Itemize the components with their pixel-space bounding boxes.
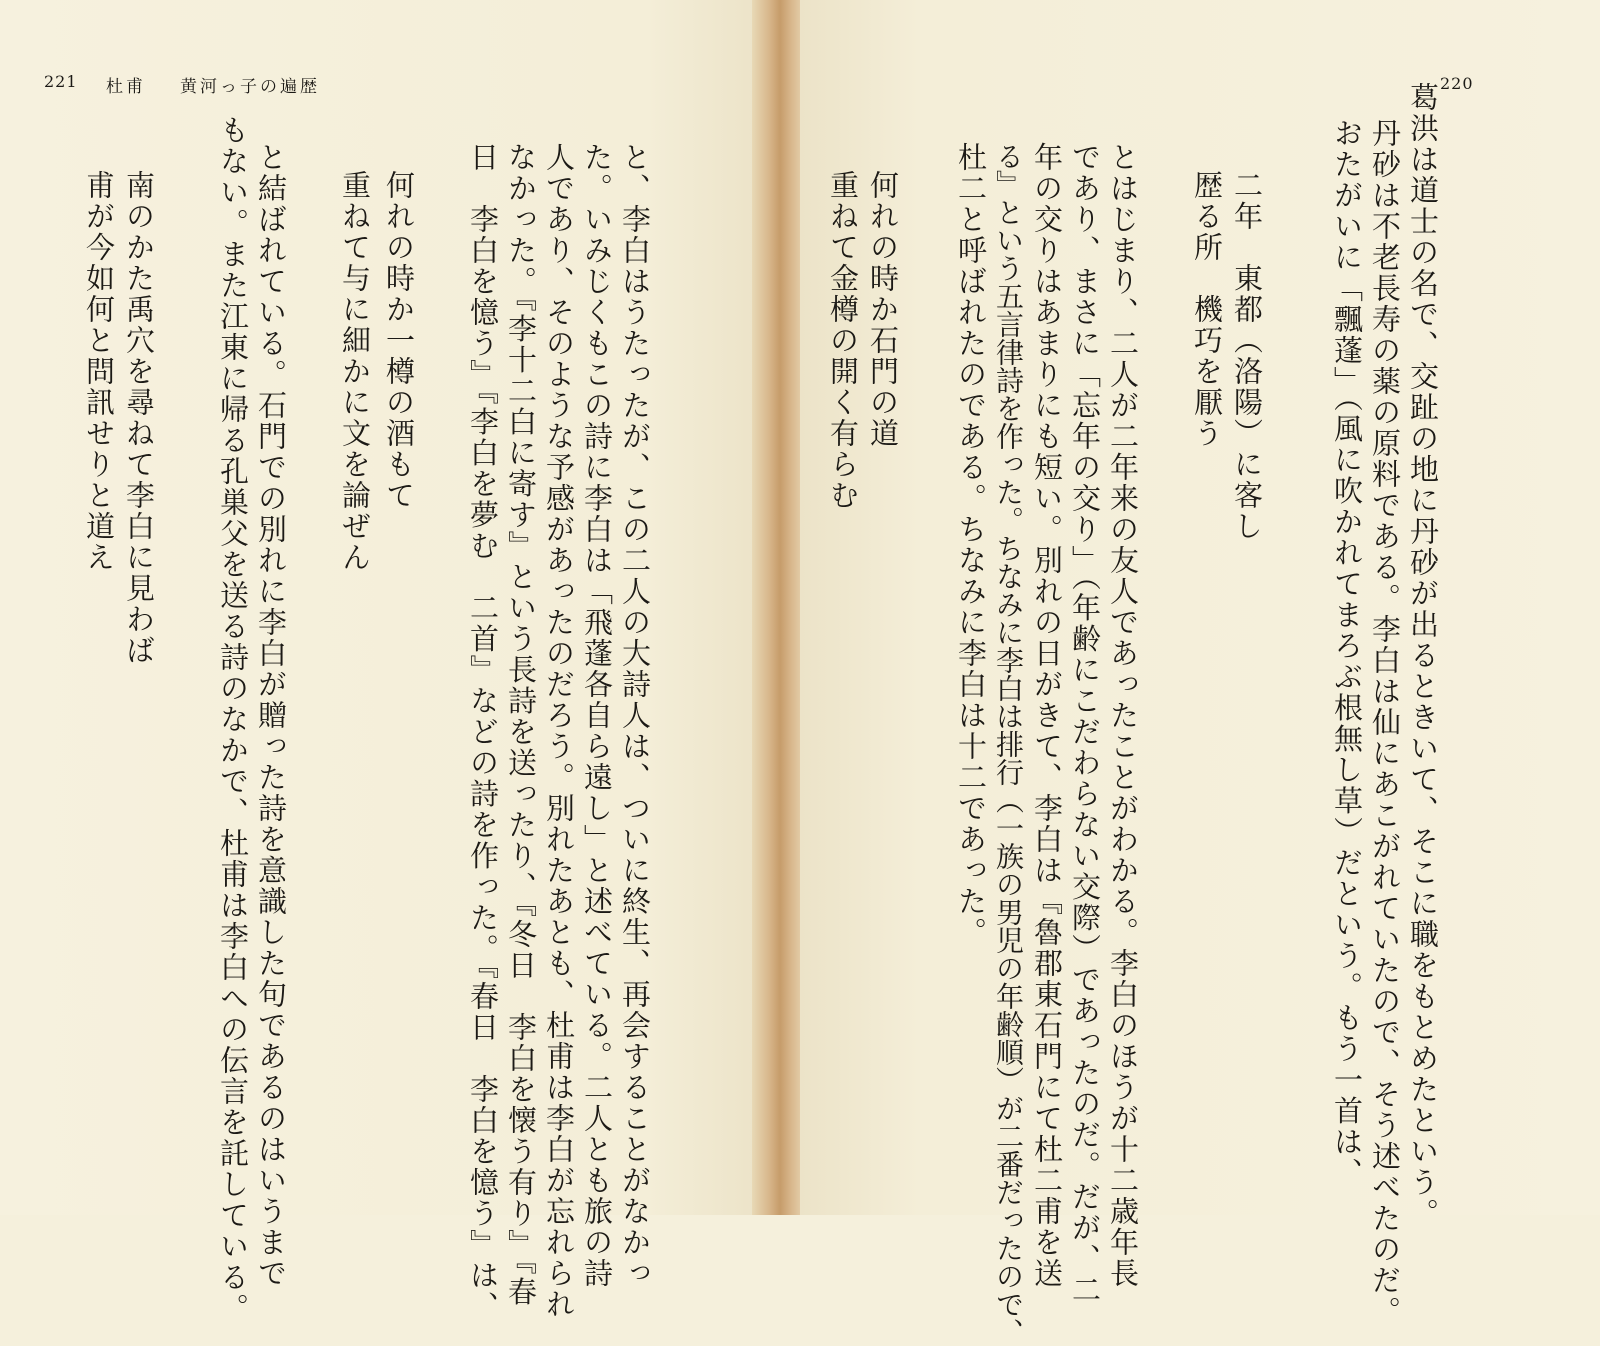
poem-line: 甫が今如何と問訊せりと道え: [82, 170, 116, 573]
text-column: であり、まさに「忘年の交り」（年齢にこだわらない交際）であったのだ。だが、二: [1068, 142, 1102, 1306]
page-number-left: 221: [44, 72, 78, 91]
text-column: 葛洪は道士の名で、交趾の地に丹砂が出るときいて、そこに職をもとめたという。: [1406, 82, 1440, 1229]
text-column: とはじまり、二人が二年来の友人であったことがわかる。李白のほうが十二歳年長: [1106, 142, 1140, 1289]
text-column: 年の交りはあまりにも短い。別れの日がきて、李白は『魯郡東石門にて杜二甫を送: [1030, 142, 1064, 1289]
text-column: た。いみじくもこの詩に李白は「飛蓬各自ら遠し」と述べている。二人とも旅の詩: [580, 142, 614, 1289]
text-column: 日 李白を憶う』『李白を夢む 二首』などの詩を作った。『春日 李白を憶う』は、: [466, 142, 500, 1322]
text-column: もない。また江東に帰る孔巣父を送る詩のなかで、杜甫は李白への伝言を託している。: [216, 115, 250, 1324]
header-author: 杜甫: [106, 77, 146, 97]
text-column: おたがいに「飄蓬」（風に吹かれてまろぶ根無し草）だという。もう一首は、: [1330, 118, 1364, 1189]
poem-line: 二年 東都（洛陽）に客し: [1230, 170, 1264, 542]
text-column: 杜二と呼ばれたのである。ちなみに李白は十二であった。: [954, 142, 988, 948]
text-column: 人であり、そのような予感があったのだろう。別れたあとも、杜甫は李白が忘れられ: [542, 142, 576, 1320]
poem-line: 何れの時か一樽の酒もて: [382, 170, 416, 511]
header-title: 黄河っ子の遍歴: [180, 77, 320, 97]
page-number-right: 220: [1440, 74, 1474, 93]
text-column: なかった。『李十二白に寄す』という長詩を送ったり、『冬日 李白を懐う有り』『春: [504, 142, 538, 1308]
text-column: 丹砂は不老長寿の薬の原料である。李白は仙にあこがれていたので、そう述べたのだ。: [1368, 118, 1402, 1327]
poem-line: 重ねて金樽の開く有らむ: [826, 170, 860, 511]
poem-line: 南のかた禹穴を尋ねて李白に見わば: [122, 170, 156, 666]
text-column: と、李白はうたったが、この二人の大詩人は、ついに終生、再会することがなかっ: [618, 142, 652, 1289]
left-page: [0, 0, 760, 1324]
poem-line: 重ねて与に細かに文を論ぜん: [338, 170, 372, 573]
poem-line: 歴る所 機巧を厭う: [1190, 170, 1224, 449]
poem-line: 何れの時か石門の道: [866, 170, 900, 449]
right-page: [800, 0, 1600, 1346]
text-column: と結ばれている。石門での別れに李白が贈った詩を意識した句であるのはいうまで: [254, 142, 288, 1289]
text-column: る』という五言律詩を作った。ちなみに李白は排行（一族の男児の年齢順）が二番だったので、: [992, 142, 1025, 1346]
